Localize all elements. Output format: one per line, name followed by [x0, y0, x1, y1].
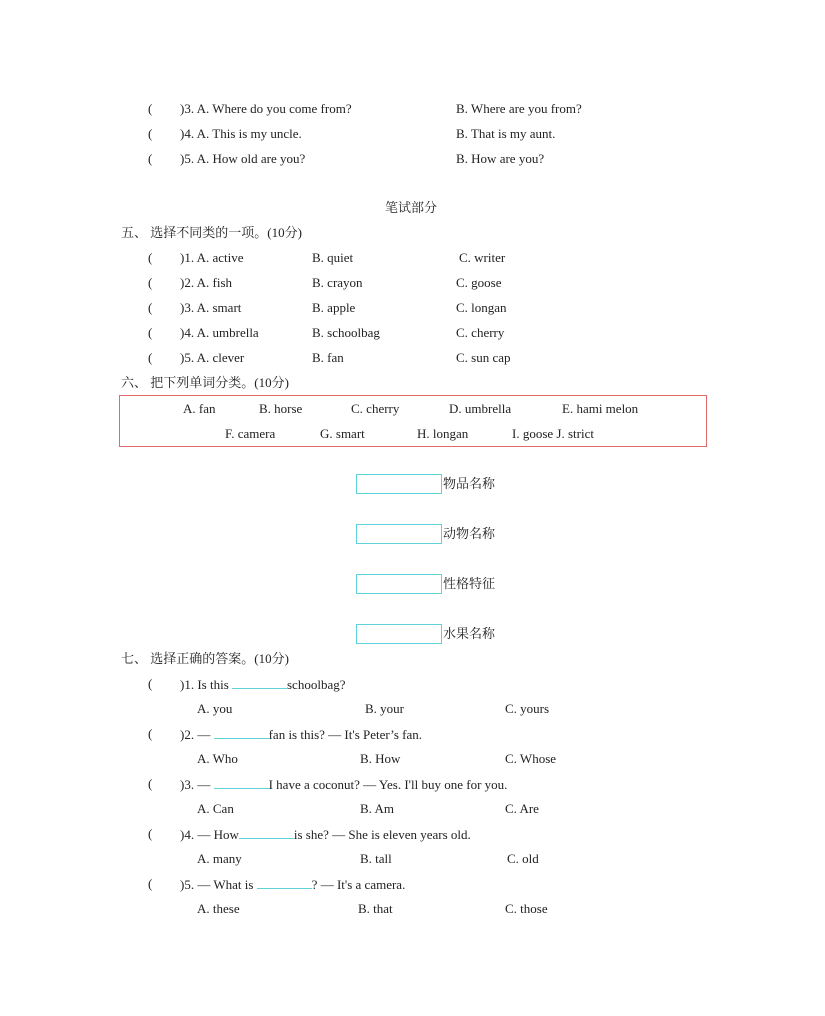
- option-b: B. How: [360, 751, 401, 766]
- question-text: )1. Is this: [180, 677, 232, 692]
- question-text: schoolbag?: [287, 677, 346, 692]
- word-item: E. hami melon: [562, 401, 639, 416]
- question-text: )2. —: [180, 727, 214, 742]
- answer-paren[interactable]: (: [148, 776, 153, 791]
- answer-paren[interactable]: (: [148, 275, 153, 290]
- option-a: A. Can: [197, 801, 234, 816]
- answer-paren[interactable]: (: [148, 126, 153, 141]
- listening-question: )5. A. How old are you?: [180, 151, 306, 166]
- question-text: )4. — How: [180, 827, 239, 842]
- question-text: I have a coconut? — Yes. I'll buy one for you.: [268, 777, 508, 792]
- option-a: A. many: [197, 851, 242, 866]
- answer-paren[interactable]: (: [148, 350, 153, 365]
- option-c: C. cherry: [456, 325, 505, 340]
- section-6-title: 六、 把下列单词分类。(10分): [121, 375, 289, 390]
- listening-question: )4. A. This is my uncle.: [180, 126, 302, 141]
- word-item: D. umbrella: [449, 401, 512, 416]
- option-c: C. sun cap: [456, 350, 511, 365]
- option-b: B. crayon: [312, 275, 363, 290]
- answer-paren[interactable]: (: [148, 876, 153, 891]
- option-a: A. Who: [197, 751, 238, 766]
- listening-option-b: B. That is my aunt.: [456, 126, 556, 141]
- word-item: A. fan: [183, 401, 216, 416]
- option-b: B. your: [365, 701, 404, 716]
- option-c: C. writer: [459, 250, 506, 265]
- fill-blank[interactable]: [239, 826, 294, 839]
- question-text: fan is this? — It's Peter’s fan.: [268, 727, 422, 742]
- question: [180, 876, 405, 893]
- question-text: is she? — She is eleven years old.: [293, 827, 471, 842]
- fill-blank[interactable]: [214, 726, 269, 739]
- category-label: 动物名称: [443, 526, 496, 541]
- category-label: 物品名称: [443, 476, 496, 491]
- option-b: B. quiet: [312, 250, 354, 265]
- option-b: B. Am: [360, 801, 394, 816]
- option-b: B. apple: [312, 300, 356, 315]
- question: [180, 676, 345, 693]
- word-item: C. cherry: [351, 401, 400, 416]
- fill-blank[interactable]: [232, 676, 287, 689]
- question: [180, 776, 507, 793]
- listening-option-b: B. How are you?: [456, 151, 545, 166]
- question-text: )3. —: [180, 777, 214, 792]
- section-5-title: 五、 选择不同类的一项。(10分): [121, 225, 302, 240]
- option-a: )5. A. clever: [180, 350, 245, 365]
- answer-paren[interactable]: (: [148, 826, 153, 841]
- option-c: C. longan: [456, 300, 507, 315]
- word-item: I. goose J. strict: [512, 426, 594, 441]
- answer-paren[interactable]: (: [148, 101, 153, 116]
- option-c: C. Whose: [505, 751, 557, 766]
- option-c: C. old: [507, 851, 539, 866]
- answer-paren[interactable]: (: [148, 300, 153, 315]
- word-item: H. longan: [417, 426, 469, 441]
- answer-box[interactable]: [356, 474, 442, 494]
- answer-paren[interactable]: (: [148, 726, 153, 741]
- listening-question: )3. A. Where do you come from?: [180, 101, 352, 116]
- answer-paren[interactable]: (: [148, 676, 153, 691]
- answer-box[interactable]: [356, 574, 442, 594]
- answer-box[interactable]: [356, 624, 442, 644]
- word-item: G. smart: [320, 426, 365, 441]
- option-b: B. fan: [312, 350, 344, 365]
- fill-blank[interactable]: [214, 776, 269, 789]
- category-label: 性格特征: [443, 576, 496, 591]
- answer-paren[interactable]: (: [148, 151, 153, 166]
- option-a: )2. A. fish: [180, 275, 232, 290]
- written-section-title: 笔试部分: [385, 200, 438, 215]
- answer-paren[interactable]: (: [148, 250, 153, 265]
- question: [180, 826, 471, 843]
- option-a: A. these: [197, 901, 240, 916]
- option-a: )3. A. smart: [180, 300, 242, 315]
- option-a: )4. A. umbrella: [180, 325, 259, 340]
- option-c: C. those: [505, 901, 548, 916]
- option-b: B. tall: [360, 851, 392, 866]
- option-a: A. you: [197, 701, 233, 716]
- answer-paren[interactable]: (: [148, 325, 153, 340]
- question: [180, 726, 422, 743]
- option-b: B. that: [358, 901, 393, 916]
- answer-box[interactable]: [356, 524, 442, 544]
- option-c: C. Are: [505, 801, 539, 816]
- word-item: F. camera: [225, 426, 276, 441]
- word-item: B. horse: [259, 401, 303, 416]
- option-a: )1. A. active: [180, 250, 244, 265]
- option-b: B. schoolbag: [312, 325, 380, 340]
- question-text: )5. — What is: [180, 877, 257, 892]
- question-text: ? — It's a camera.: [311, 877, 406, 892]
- option-c: C. goose: [456, 275, 502, 290]
- option-c: C. yours: [505, 701, 550, 716]
- category-label: 水果名称: [443, 626, 496, 641]
- fill-blank[interactable]: [257, 876, 312, 889]
- section-7-title: 七、 选择正确的答案。(10分): [121, 651, 289, 666]
- listening-option-b: B. Where are you from?: [456, 101, 582, 116]
